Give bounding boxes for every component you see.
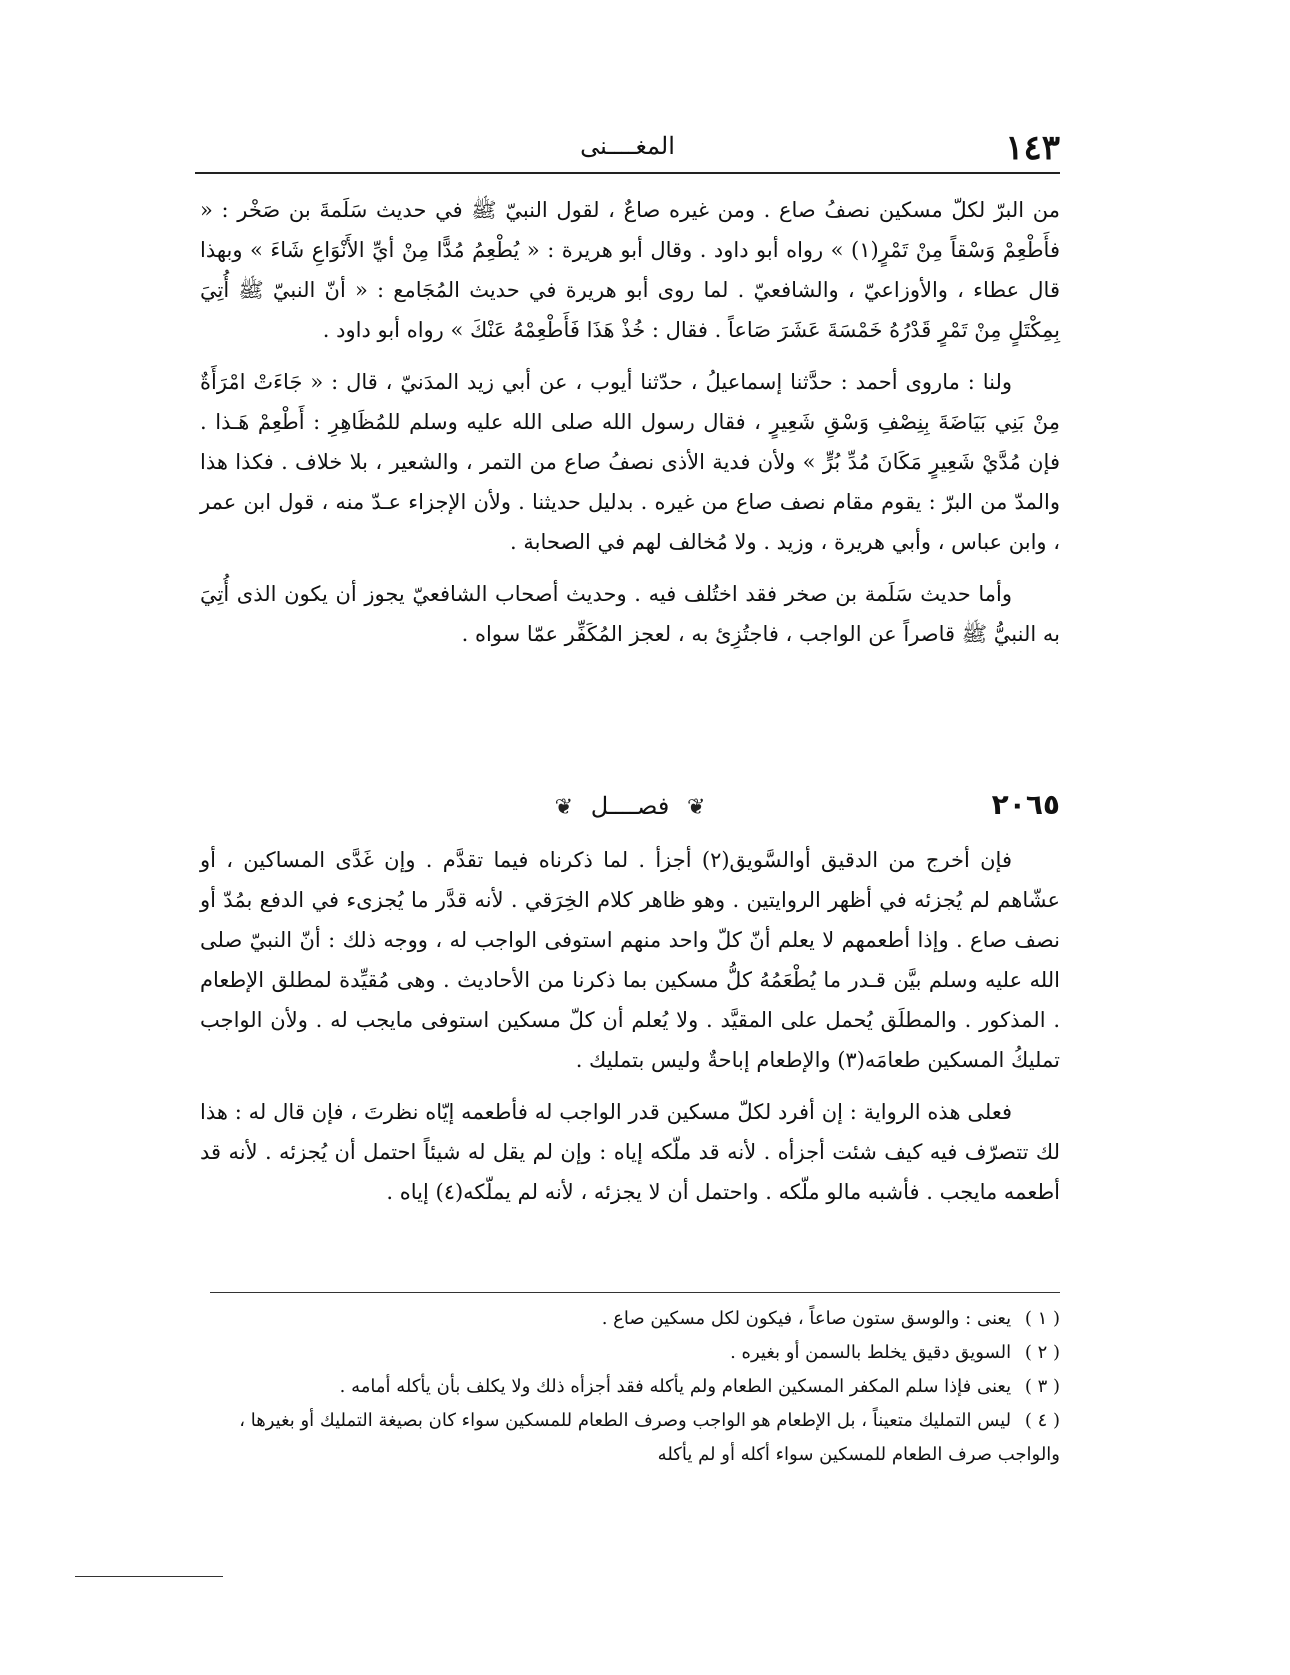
paragraph: وأما حديث سَلَمة بن صخر فقد اختُلف فيه . وحديث أصحاب الشافعيّ يجوز أن يكون الذى أُتِيَ به النبيُّ ﷺ قاصراً عن الواجب ، فاجتُزِئ به ، لعجز المُكَفِّر عمّا سواه .	[200, 582, 1060, 646]
running-title: المغــــنى	[580, 132, 675, 160]
footnote-divider	[210, 1292, 1060, 1293]
section-title-wrap	[200, 792, 1060, 820]
section-number: ٢٠٦٥	[991, 788, 1060, 821]
section-heading	[200, 788, 1060, 832]
footnote-text: يعنى فإذا سلم المكفر المسكين الطعام ولم يأكله فقد أجزأه ذلك ولا يكلف بأن يأكله أمامه .	[339, 1376, 1012, 1397]
footnote-text: السويق دقيق يخلط بالسمن أو بغيره .	[730, 1342, 1012, 1363]
main-text-top	[200, 190, 1060, 666]
footnote-number: ( ١ )	[1024, 1308, 1060, 1329]
footnotes	[200, 1302, 1060, 1472]
footnote-text: يعنى : والوسق ستون صاعاً ، فيكون لكل مسكين صاع .	[601, 1308, 1012, 1329]
footnote-number: ( ٤ )	[1024, 1410, 1060, 1431]
page-number: ١٤٣	[1005, 128, 1060, 168]
paragraph: ولنا : ماروى أحمد : حدَّثنا إسماعيلُ ، حدّثنا أيوب ، عن أبي زيد المدَنيّ ، قال : « جَاءَتْ امْرَأَةٌ مِنْ بَنِي بَيَاضَةَ بِنِصْفِ وَسْقِ شَعِيرٍ ، فقال رسول الله صلى الله عليه وسلم للمُظَاهِرِ : أَطْعِمْ هَـذا . فإن مُدَّيْ شَعِيرٍ مَكَانَ مُدِّ بُرٍّ » ولأن فدية الأذى نصفُ صاع من التمر ، والشعير ، بلا خلاف . فكذا هذا والمدّ من البرّ : يقوم مقام نصف صاع من غيره . بدليل حديثنا . ولأن الإجزاء عـدّ منه ، قول ابن عمر ، وابن عباس ، وأبي هريرة ، وزيد . ولا مُخالف لهم في الصحابة .	[200, 370, 1060, 554]
page-header	[195, 128, 1060, 176]
paragraph: فإن أخرج من الدقيق أوالسَّويق(٢) أجزأ . لما ذكرناه فيما تقدَّم . وإن غَدَّى المساكين ، أو عشّاهم لم يُجزئه في أظهر الروايتين . وهو ظاهر كلام الخِرَقي . لأنه قدَّر ما يُجزىء في الدفع بمُدّ أو نصف صاع . وإذا أطعمهم لا يعلم أنّ كلّ واحد منهم استوفى الواجب له ، ووجه ذلك : أنّ النبيّ صلى الله عليه وسلم بيَّن قـدر ما يُطْعَمُهُ كلُّ مسكين بما ذكرنا من الأحاديث . وهى مُقيِّدة لمطلق الإطعام . المذكور . والمطلَق يُحمل على المقيَّد . ولا يُعلم أن كلّ مسكين استوفى مايجب له . ولأن الواجب تمليكُ المسكين طعامَه(٣) والإطعام إباحةٌ وليس بتمليك .	[200, 848, 1060, 1072]
bottom-divider	[75, 1576, 223, 1577]
footnote	[200, 1302, 1060, 1336]
main-text-bottom	[200, 840, 1060, 1224]
footnote-number: ( ٢ )	[1024, 1342, 1060, 1363]
footnote	[200, 1336, 1060, 1370]
footnote	[200, 1404, 1060, 1472]
ornament-icon: ❦	[686, 795, 706, 820]
footnote	[200, 1370, 1060, 1404]
footnote-number: ( ٣ )	[1024, 1376, 1060, 1397]
footnote-text: ليس التمليك متعيناً ، بل الإطعام هو الواجب وصرف الطعام للمسكين سواء كان بصيغة التمليك أو بغيرها ، والواجب صرف الطعام للمسكين سواء أكله أو لم يأكله	[239, 1410, 1060, 1465]
section-title: فصــــل	[590, 792, 670, 820]
ornament-icon: ❦	[554, 795, 574, 820]
paragraph: من البرّ لكلّ مسكين نصفُ صاع . ومن غيره صاعٌ ، لقول النبيّ ﷺ في حديث سَلَمةَ بن صَخْر : « فأَطْعِمْ وَسْقاً مِنْ تَمْرٍ(١) » رواه أبو داود . وقال أبو هريرة : « يُطْعِمُ مُدًّا مِنْ أيِّ الأَنْوَاعِ شَاءَ » وبهذا قال عطاء ، والأوزاعيّ ، والشافعيّ . لما روى أبو هريرة في حديث المُجَامع : « أنّ النبيّ ﷺ أُتِيَ بِمِكْتَلٍ مِنْ تَمْرٍ قَدْرُهُ خَمْسَةَ عَشَرَ صَاعاً . فقال : خُذْ هَذَا فَأَطْعِمْهُ عَنْكَ » رواه أبو داود .	[200, 198, 1060, 342]
paragraph: فعلى هذه الرواية : إن أفرد لكلّ مسكين قدر الواجب له فأطعمه إيّاه نظرتَ ، فإن قال له : هذا لك تتصرّف فيه كيف شئت أجزأه . لأنه قد ملّكه إياه : وإن لم يقل له شيئاً احتمل أن يُجزئه . لأنه قد أطعمه مايجب . فأشبه مالو ملّكه . واحتمل أن لا يجزئه ، لأنه لم يملّكه(٤) إياه .	[200, 1100, 1060, 1204]
header-divider	[195, 172, 1060, 174]
